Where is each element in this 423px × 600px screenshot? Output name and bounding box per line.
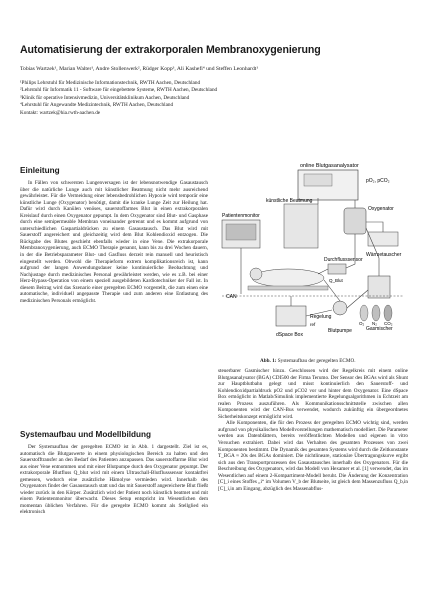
affiliation-list	[20, 80, 410, 117]
ecmo-diagram	[218, 163, 408, 351]
bga-screen	[304, 174, 332, 186]
patient-head	[250, 268, 262, 280]
right-paragraph-2: Alle Komponenten, die für den Prozess der geregelten ECMO wichtig sind, werden aufgrund von physikalischen Modellvorstellungen mathematisch modelliert. Die Parameter werden aus Datenblättern, bereits veröffentlichten Modellen und eigenen in vitro Versuchen extrahiert. Dabei wird das Verhalten des gesamten Prozesses von zwei Komponenten bestimmt. Die Dynamik des gesamten Systems wird durch die Zeitkonstante T_BGA ≈ 20s des BGAs dominiert. Die nichtlineare, stationäre Übertragungskurve ergibt sich aus den Transportprozessen des Gasaustausches innerhalb des Oxygenators. Für die Beschreibung des Oxygenators, wird das Modell von Hexamer et al. [1] verwendet, das im Wesentlichen auf einem 2-Kompartiment-Modell beruht. Die Änderung der Konzentration [C]_i eines Stoffes „i“ im Volumen V_b der Blutseite, ist gleich dem Massenzufluss Q_b,in [C]_i,in am Eingang, abzüglich des Massenabflus-	[218, 420, 408, 492]
patient-bed	[248, 286, 328, 290]
section-heading-system: Systemaufbau und Modellbildung	[20, 430, 151, 439]
qblut-label: Q_Blut	[329, 278, 343, 283]
oxygenator-device	[344, 208, 366, 234]
sensor-patient-link	[318, 269, 328, 274]
ref-label: ref	[310, 322, 316, 327]
bga-label: online Blutgasanalysator	[300, 163, 359, 169]
paper-title: Automatisierung der extrakorporalen Membranoxygenierung	[20, 44, 321, 56]
patient-figure	[252, 269, 324, 287]
contact-line: Kontakt: wartzek@hia.rwth-aachen.de	[20, 109, 101, 116]
affiliation-4: ⁴Lehrstuhl für Angewandte Medizintechnik, RWTH Aachen, Deutschland	[20, 102, 174, 109]
gas-bottle-o2	[360, 305, 368, 321]
system-paragraph: Der Systemaufbau der geregelten ECMO ist in Abb. 1 dargestellt. Ziel ist es, automatisch die Blutgaswerte in einem physiologischen Bereich zu halten und den Sauerstofftransfer an den Bedarf des Patienten anzupassen. Das sauerstoffarme Blut wird aus einer Vene entnommen und mit einer Blutpumpe durch den Oxygenator gepumpt. Der extrakorporale Blutfluss Q_blut wird mit einem Ultraschall-Blutflusssensor kontaktfrei gemessen, wodurch eine zusätzliche Hämolyse vermieden wird. Innerhalb des Oxygenators findet der Gasaustausch statt und das mit Sauerstoff angereicherte Blut fließt wieder zurück in den Körper. Zusätzlich wird der Patient noch künstlich beatmet und mit einem Patientenmonitor überwacht. Dieses Setup entspricht im Wesentlichen dem momentan üblichen Verfahren. Für die geregelte ECMO kommt als Stellglied ein elektronisch	[20, 444, 208, 516]
oxygenator-label: Oxygenator	[368, 206, 394, 212]
intro-text-column	[20, 180, 208, 426]
gas-bottle-co2	[384, 305, 392, 321]
blutpumpe-label: Blutpumpe	[328, 328, 352, 334]
dspace-label: dSpace Box	[276, 332, 303, 338]
figure-caption	[260, 358, 356, 364]
affiliation-3: ³Klinik für operative Intensivmedizin, Universitätsklinikum Aachen, Deutschland	[20, 94, 190, 101]
gas-label: Gasmischer	[366, 326, 393, 332]
lunge-label: künstliche Beatmung	[266, 198, 313, 204]
intro-paragraph: In Fällen von schwersten Lungenversagen ist der lebensnotwendige Gasaustausch über die natürliche Lunge auch mit künstlicher Beatmung nicht mehr ausreichend gewährleistet. Für die Vermeidung einer lebensbedrohlichen Hypoxie wird temporär eine künstliche Lunge (Oxygenator) benötigt, damit die kranke Lunge Zeit zur Heilung hat. Dafür wird durch Kanülen venöses, sauerstoffarmes Blut in einen extrakorporalen Kreislauf durch einen Oxygenator gepumpt. In dem Oxygenator sind Blut- und Gasphase durch eine semipermeable Membran voneinander getrennt und es kommt aufgrund von unterschiedlichen Gaspartialdrücken zu einem Gasaustausch. Das Blut wird mit Sauerstoff angereichert und gleichzeitig wird dem Blut Kohlendioxid entzogen. Die Rückgabe des Blutes geschieht ebenfalls wieder in eine Vene. Die extrakorporale Membranoxygenierung, auch ECMO Therapie genannt, kann bis zu drei Wochen dauern, in der die Betriebsparameter Blut- und Gasfluss derzeit rein manuell und heuristisch eingestellt werden. Obwohl die Therapieform extrem komplikationsreich ist, kann aufgrund der langen Anwendungsdauer keine kontinuierliche Beobachtung und Nachjustage durch medizinisches Personal gewährleistet werden, wie es z.B. bei einer Herz-Bypass-Operation von einem speziell ausgebildeten Kardiotechniker der Fall ist. In diesem Beitrag wird das Szenario einer geregelten ECMO vorgestellt, die zum einen eine automatische, individuell angepasste Therapie und zum anderen eine Entlastung des medizinischen Personals ermöglicht.	[20, 180, 208, 304]
caption-label: Abb. 1:	[260, 358, 277, 364]
monitor-screen	[226, 224, 256, 240]
ventilator-device	[284, 204, 318, 248]
durchfluss-label: Durchflusssensor	[324, 257, 363, 263]
n2-label: N₂	[372, 321, 377, 326]
patient-pump-link	[324, 280, 340, 301]
blood-pump-device	[333, 301, 347, 315]
figure-system-diagram	[218, 163, 408, 351]
monitor-label: Patientenmonitor	[222, 213, 260, 219]
caption-text: Systemaufbau der geregelten ECMO.	[277, 358, 356, 364]
waerme-label: Wärmetauscher	[366, 252, 402, 258]
dspace-box-device	[276, 306, 306, 326]
o2-label: O₂	[359, 321, 365, 326]
gas-mixer-device	[368, 276, 390, 298]
co2-label: CO₂	[384, 321, 393, 326]
po2-label: pO₂, pCO₂	[366, 178, 390, 184]
oxygenator-heat-link	[366, 222, 383, 232]
system-text-column	[20, 444, 208, 592]
affiliation-2: ²Lehrstuhl für Informatik 11 - Software für eingebettete Systeme, RWTH Aachen, Deutschland	[20, 87, 218, 94]
heat-exchanger-device	[368, 232, 398, 246]
affiliation-1: ¹Philips Lehrstuhl für Medizinische Informationstechnik, RWTH Aachen, Deutschland	[20, 80, 201, 86]
section-heading-intro: Einleitung	[20, 166, 60, 175]
can-label: CAN	[226, 294, 237, 300]
right-text-column	[218, 368, 408, 594]
flow-sensor-device	[328, 264, 346, 274]
author-list: Tobias Wartzek¹, Marian Walter¹, Andre Stollenwerk², Rüdger Kopp³, Ali Kashefi⁴ und Steffen Leonhardt¹	[20, 66, 259, 72]
right-paragraph-1: steuerbarer Gasmischer hinzu. Geschlossen wird der Regelkreis mit einem online Blutgasanalysator (BGA) CDI500 der Firma Terumo. Der Sensor des BGAs wird als Shunt zur Hauptblutbahn gelegt und misst kontinuierlich den Sauerstoff- und Kohlendioxidpartialdruck pO2 und pCO2 vor und hinter dem Oxygenator. Eine dSpace Box ermöglicht in Matlab/Simulink implementierte Regelungsalgorithmen in Echtzeit am realen Prozess auszuführen. Als Kommunikationsschnittstelle zwischen allen Komponenten wird der CAN-Bus verwendet, wodurch zukünftig ein übergeordnetes Sicherheitskonzept ermöglicht wird.	[218, 368, 408, 420]
gas-bottle-n2	[372, 305, 380, 321]
regel-label: Regelung	[310, 314, 332, 320]
